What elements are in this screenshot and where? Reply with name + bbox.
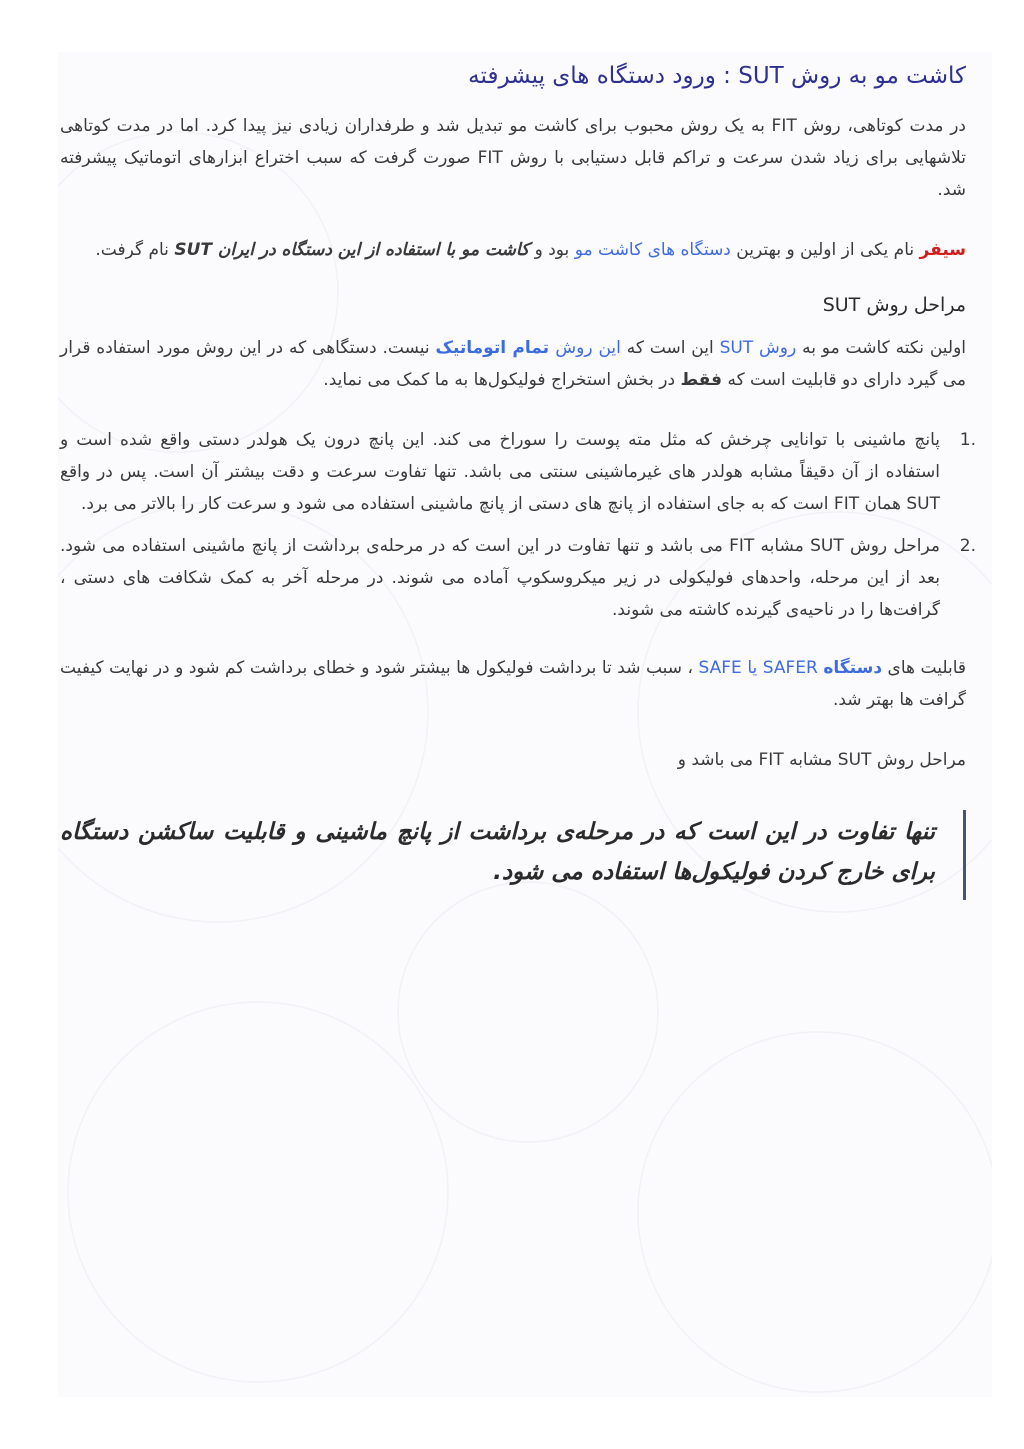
blockquote (60, 810, 966, 900)
intro-paragraph: در مدت کوتاهی، روش FIT به یک روش محبوب برای کاشت مو تبدیل شد و طرفداران زیادی نیز پیدا کرد. اما در مدت کوتاهی تلاشهایی برای زیاد شدن سرعت و تراکم قابل دستیابی با روش FIT صورت گرفت که سبب اختراع ابزارهای اتوماتیک پیشرفته شد. (60, 116, 966, 201)
p3-text-4: در بخش استخراج فولیکول‌ها به ما کمک می نماید. (323, 370, 681, 391)
p4-text-2: ، سبب شد تا برداشت فولیکول ها بیشتر شود و خطای برداشت کم شود و در نهایت کیفیت گرافت ها بهتر شد. (60, 658, 966, 711)
safer-word: سیفر (919, 240, 966, 261)
list-item-number: 2. (959, 536, 976, 557)
safer-text-2: بود و (529, 240, 575, 261)
fully-automatic-link[interactable]: تمام اتوماتیک (435, 338, 556, 359)
blockquote-text: تنها تفاوت در این است که در مرحله‌ی برداشت از پانچ ماشینی و قابلیت ساکشن دستگاه برای خارج کردن فولیکول‌ها استفاده می شود. (60, 819, 935, 886)
sut-method-link[interactable]: روش SUT (719, 338, 797, 359)
safer-bold-phrase: کاشت مو با استفاده از این دستگاه در ایران SUT (174, 240, 530, 261)
first-point-paragraph (60, 332, 966, 396)
p3-text-2: این است که (620, 338, 720, 359)
p3-text-1: اولین نکته کاشت مو به (796, 338, 967, 359)
hair-devices-link[interactable]: دستگاه های کاشت مو (574, 240, 731, 261)
article-content (60, 60, 976, 900)
blockquote-wrapper (60, 810, 966, 900)
p3-text-3: نیست. دستگاهی که در این روش مورد استفاده قرار می گیرد دارای دو قابلیت است که (60, 338, 966, 391)
list-item-text: مراحل روش SUT مشابه FIT می باشد و تنها تفاوت در این است که در مرحله‌ی برداشت از پانچ ماشینی استفاده می شود. بعد از این مرحله، واحدهای فولیکولی در زیر میکروسکوپ آماده می شوند. در مرحله آخر به کمک شکافت های دستی ، گرافت‌ها را در ناحیه‌ی گیرنده کاشته می شوند. (60, 536, 940, 621)
only-bold-word: فقط (680, 370, 723, 391)
steps-list (60, 424, 976, 626)
this-method-link[interactable]: این روش (555, 338, 621, 359)
list-item (60, 424, 976, 520)
steps-summary-paragraph: مراحل روش SUT مشابه FIT می باشد و (677, 750, 966, 771)
capabilities-paragraph (60, 652, 966, 716)
safer-paragraph (60, 234, 966, 266)
list-item (60, 530, 976, 626)
safer-text-1: نام یکی از اولین و بهترین (730, 240, 920, 261)
list-item-number: 1. (959, 430, 976, 451)
safer-safe-link[interactable]: SAFER یا SAFE (698, 658, 824, 679)
page-title: کاشت مو به روش SUT : ورود دستگاه های پیشرفته (468, 63, 966, 89)
section-heading: مراحل روش SUT (822, 294, 966, 317)
device-link[interactable]: دستگاه (823, 658, 883, 679)
p4-text-1: قابلیت های (882, 658, 967, 679)
list-item-text: پانچ ماشینی با توانایی چرخش که مثل مته پوست را سوراخ می کند. این پانچ درون یک هولدر دستی واقع شده است و استفاده از آن دقیقاً مشابه هولدر های غیرماشینی سنتی می باشد. تنها تفاوت سرعت و دقت بیشتر آن است. پس در واقع SUT همان FIT است که به جای استفاده از پانچ های دستی از پانچ ماشینی استفاده می شود و سرعت کار را بالاتر می برد. (60, 430, 940, 515)
safer-text-3: نام گرفت. (95, 240, 175, 261)
